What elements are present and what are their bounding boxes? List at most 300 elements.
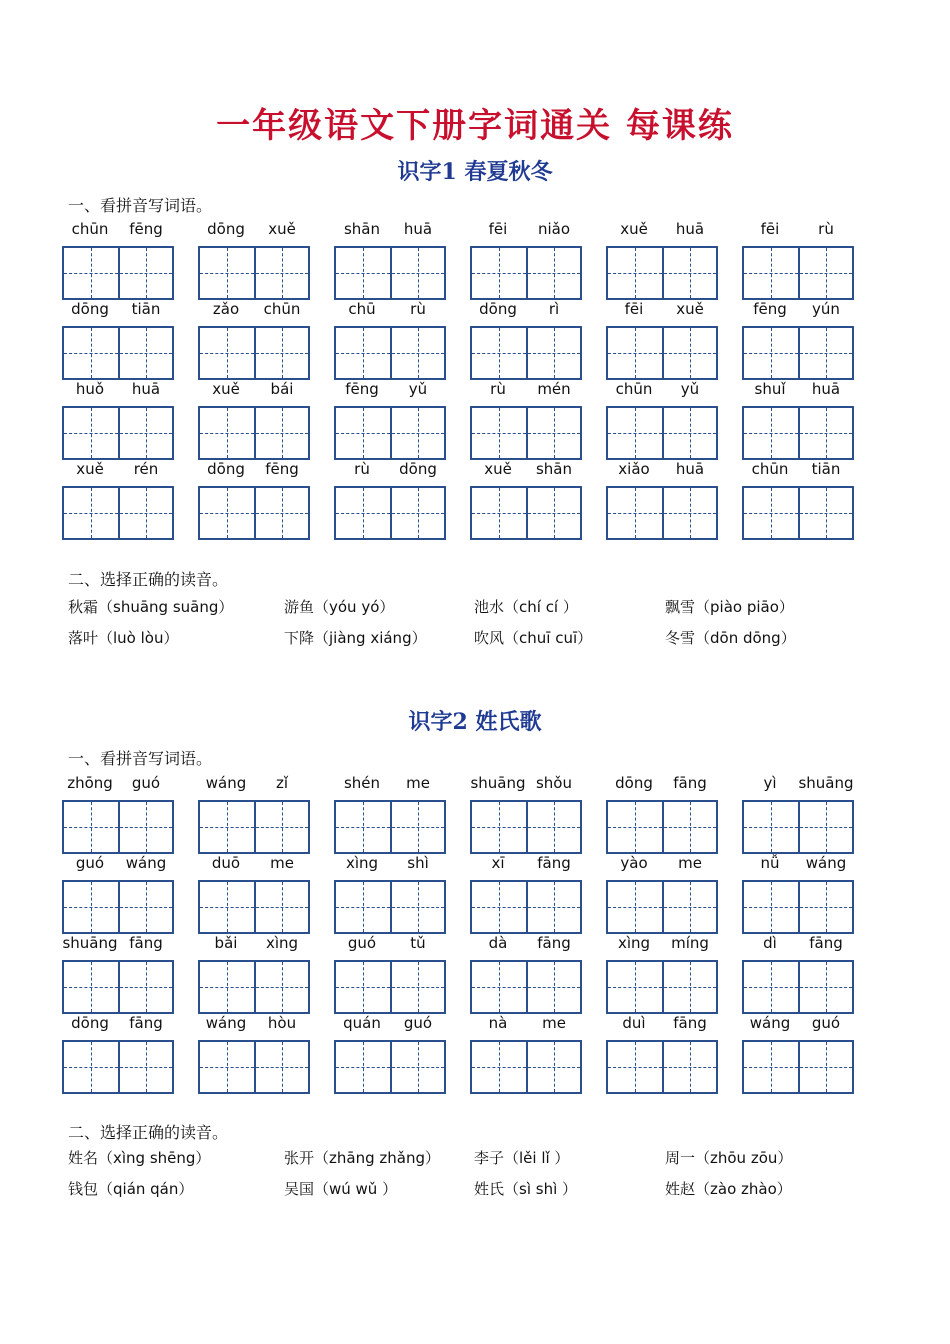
writing-box-pair[interactable] bbox=[606, 406, 718, 460]
tianzige-box[interactable] bbox=[200, 488, 254, 538]
word-item bbox=[62, 380, 174, 460]
pinyin-syllable: bái bbox=[270, 380, 294, 398]
pinyin-syllable: me bbox=[542, 1014, 566, 1032]
word-item bbox=[334, 774, 446, 854]
pinyin-label bbox=[742, 460, 854, 482]
tianzige-box[interactable] bbox=[662, 1042, 716, 1092]
writing-box-pair[interactable] bbox=[606, 800, 718, 854]
tianzige-box[interactable] bbox=[662, 882, 716, 932]
pinyin-syllable: huā bbox=[403, 220, 433, 238]
pinyin-syllable: zǎo bbox=[212, 300, 240, 318]
tianzige-box[interactable] bbox=[608, 488, 662, 538]
pinyin-syllable: yì bbox=[763, 774, 777, 792]
pinyin-label bbox=[334, 460, 446, 482]
writing-box-pair[interactable] bbox=[198, 880, 310, 934]
tianzige-box[interactable] bbox=[64, 1042, 118, 1092]
pinyin-syllable: guó bbox=[811, 1014, 841, 1032]
tianzige-box[interactable] bbox=[390, 1042, 444, 1092]
tianzige-box[interactable] bbox=[254, 248, 308, 298]
tianzige-box[interactable] bbox=[118, 328, 172, 378]
tianzige-box[interactable] bbox=[118, 488, 172, 538]
tianzige-box[interactable] bbox=[254, 882, 308, 932]
tianzige-box[interactable] bbox=[662, 962, 716, 1012]
tianzige-box[interactable] bbox=[118, 248, 172, 298]
pinyin-syllable: fāng bbox=[129, 934, 163, 952]
pinyin-label bbox=[198, 854, 310, 876]
writing-box-pair[interactable] bbox=[62, 326, 174, 380]
tianzige-box[interactable] bbox=[472, 408, 526, 458]
tianzige-box[interactable] bbox=[336, 328, 390, 378]
tianzige-box[interactable] bbox=[744, 488, 798, 538]
pinyin-syllable: shǒu bbox=[535, 774, 572, 792]
pinyin-label bbox=[742, 774, 854, 796]
tianzige-box[interactable] bbox=[200, 328, 254, 378]
pinyin-syllable: yǔ bbox=[408, 380, 428, 398]
word-row bbox=[62, 854, 862, 934]
writing-box-pair[interactable] bbox=[334, 486, 446, 540]
word-item bbox=[334, 220, 446, 300]
tianzige-box[interactable] bbox=[472, 1042, 526, 1092]
pinyin-label bbox=[198, 300, 310, 322]
word-item bbox=[470, 220, 582, 300]
word-item bbox=[470, 460, 582, 540]
writing-box-pair[interactable] bbox=[742, 960, 854, 1014]
writing-box-pair[interactable] bbox=[606, 960, 718, 1014]
tianzige-box[interactable] bbox=[662, 802, 716, 852]
writing-box-pair[interactable] bbox=[606, 486, 718, 540]
pinyin-syllable: niǎo bbox=[537, 220, 571, 238]
pinyin-syllable: xī bbox=[491, 854, 505, 872]
pinyin-syllable: chūn bbox=[71, 220, 109, 238]
tianzige-box[interactable] bbox=[118, 802, 172, 852]
pinyin-syllable: fēi bbox=[624, 300, 644, 318]
word-item bbox=[62, 774, 174, 854]
tianzige-box[interactable] bbox=[254, 802, 308, 852]
pinyin-syllable: rén bbox=[133, 460, 159, 478]
pronunciation-choice[interactable]: 落叶（luò lòu） bbox=[68, 629, 179, 647]
pinyin-syllable: wáng bbox=[125, 854, 167, 872]
tianzige-box[interactable] bbox=[798, 408, 852, 458]
word-item bbox=[742, 854, 854, 934]
tianzige-box[interactable] bbox=[798, 962, 852, 1012]
pinyin-syllable: nà bbox=[488, 1014, 508, 1032]
writing-box-pair[interactable] bbox=[742, 800, 854, 854]
writing-box-pair[interactable] bbox=[62, 246, 174, 300]
writing-box-pair[interactable] bbox=[606, 1040, 718, 1094]
tianzige-box[interactable] bbox=[526, 248, 580, 298]
pinyin-syllable: chūn bbox=[751, 460, 789, 478]
pinyin-syllable: dōng bbox=[399, 460, 437, 478]
pinyin-syllable: xuě bbox=[268, 220, 296, 238]
writing-box-pair[interactable] bbox=[742, 406, 854, 460]
word-row bbox=[62, 220, 862, 300]
pinyin-syllable: fāng bbox=[673, 774, 707, 792]
tianzige-box[interactable] bbox=[526, 488, 580, 538]
word-row bbox=[62, 1014, 862, 1094]
pinyin-label bbox=[470, 774, 582, 796]
word-item bbox=[606, 220, 718, 300]
pinyin-syllable: dōng bbox=[71, 300, 109, 318]
tianzige-box[interactable] bbox=[472, 802, 526, 852]
pinyin-syllable: xìng bbox=[345, 854, 379, 872]
tianzige-box[interactable] bbox=[200, 408, 254, 458]
pinyin-label bbox=[606, 774, 718, 796]
lesson-1-choices bbox=[68, 596, 888, 658]
writing-box-pair[interactable] bbox=[62, 486, 174, 540]
writing-box-pair[interactable] bbox=[334, 326, 446, 380]
tianzige-box[interactable] bbox=[336, 248, 390, 298]
pinyin-syllable: nǚ bbox=[760, 854, 780, 872]
word-item bbox=[742, 1014, 854, 1094]
word-row bbox=[62, 300, 862, 380]
writing-box-pair[interactable] bbox=[198, 1040, 310, 1094]
pronunciation-choice[interactable]: 姓赵（zào zhào） bbox=[665, 1180, 792, 1198]
tianzige-box[interactable] bbox=[662, 408, 716, 458]
writing-box-pair[interactable] bbox=[470, 800, 582, 854]
tianzige-box[interactable] bbox=[336, 962, 390, 1012]
pinyin-label bbox=[606, 380, 718, 402]
pinyin-syllable: huā bbox=[675, 220, 705, 238]
page-title: 一年级语文下册字词通关 每课练 bbox=[216, 106, 734, 146]
tianzige-box[interactable] bbox=[744, 882, 798, 932]
word-item bbox=[62, 934, 174, 1014]
tianzige-box[interactable] bbox=[254, 488, 308, 538]
tianzige-box[interactable] bbox=[798, 488, 852, 538]
tianzige-box[interactable] bbox=[798, 802, 852, 852]
word-item bbox=[198, 220, 310, 300]
writing-box-pair[interactable] bbox=[606, 326, 718, 380]
tianzige-box[interactable] bbox=[744, 248, 798, 298]
tianzige-box[interactable] bbox=[254, 1042, 308, 1092]
choice-row bbox=[68, 1147, 888, 1178]
tianzige-box[interactable] bbox=[744, 1042, 798, 1092]
lesson-1-write-heading: 一、看拼音写词语。 bbox=[68, 196, 213, 215]
pinyin-syllable: míng bbox=[671, 934, 709, 952]
word-item bbox=[198, 774, 310, 854]
writing-box-pair[interactable] bbox=[334, 246, 446, 300]
tianzige-box[interactable] bbox=[200, 802, 254, 852]
pronunciation-choice[interactable]: 姓氏（sì shì ） bbox=[474, 1180, 578, 1198]
pinyin-label bbox=[470, 460, 582, 482]
tianzige-box[interactable] bbox=[200, 248, 254, 298]
tianzige-box[interactable] bbox=[336, 1042, 390, 1092]
pinyin-syllable: xiǎo bbox=[618, 460, 650, 478]
tianzige-box[interactable] bbox=[744, 408, 798, 458]
pinyin-syllable: fāng bbox=[809, 934, 843, 952]
writing-box-pair[interactable] bbox=[470, 326, 582, 380]
pinyin-syllable: hòu bbox=[267, 1014, 297, 1032]
writing-box-pair[interactable] bbox=[334, 1040, 446, 1094]
tianzige-box[interactable] bbox=[390, 408, 444, 458]
pinyin-syllable: bǎi bbox=[214, 934, 238, 952]
tianzige-box[interactable] bbox=[200, 882, 254, 932]
tianzige-box[interactable] bbox=[254, 408, 308, 458]
word-item bbox=[62, 460, 174, 540]
pinyin-label bbox=[334, 300, 446, 322]
word-item bbox=[470, 1014, 582, 1094]
pinyin-syllable: rù bbox=[490, 380, 506, 398]
tianzige-box[interactable] bbox=[662, 328, 716, 378]
pinyin-syllable: rù bbox=[410, 300, 426, 318]
pinyin-label bbox=[606, 934, 718, 956]
tianzige-box[interactable] bbox=[64, 488, 118, 538]
pinyin-label bbox=[606, 220, 718, 242]
word-item bbox=[62, 220, 174, 300]
pronunciation-choice[interactable]: 冬雪（dōn dōng） bbox=[665, 629, 796, 647]
tianzige-box[interactable] bbox=[798, 882, 852, 932]
word-row bbox=[62, 460, 862, 540]
tianzige-box[interactable] bbox=[336, 488, 390, 538]
pinyin-label bbox=[470, 380, 582, 402]
tianzige-box[interactable] bbox=[472, 962, 526, 1012]
writing-box-pair[interactable] bbox=[742, 486, 854, 540]
word-row bbox=[62, 774, 862, 854]
tianzige-box[interactable] bbox=[118, 882, 172, 932]
tianzige-box[interactable] bbox=[64, 248, 118, 298]
tianzige-box[interactable] bbox=[64, 882, 118, 932]
tianzige-box[interactable] bbox=[608, 408, 662, 458]
tianzige-box[interactable] bbox=[390, 248, 444, 298]
pinyin-syllable: duì bbox=[622, 1014, 646, 1032]
writing-box-pair[interactable] bbox=[198, 326, 310, 380]
writing-box-pair[interactable] bbox=[62, 406, 174, 460]
pinyin-syllable: dì bbox=[763, 934, 777, 952]
writing-box-pair[interactable] bbox=[606, 246, 718, 300]
pronunciation-choice[interactable]: 吴国（wú wǔ ） bbox=[284, 1180, 398, 1198]
writing-box-pair[interactable] bbox=[334, 406, 446, 460]
pinyin-label bbox=[62, 1014, 174, 1036]
word-item bbox=[198, 934, 310, 1014]
tianzige-box[interactable] bbox=[472, 882, 526, 932]
pronunciation-choice[interactable]: 秋霜（shuāng suāng） bbox=[68, 598, 234, 616]
writing-box-pair[interactable] bbox=[470, 406, 582, 460]
writing-box-pair[interactable] bbox=[334, 960, 446, 1014]
pinyin-syllable: xuě bbox=[76, 460, 104, 478]
pinyin-syllable: fāng bbox=[537, 854, 571, 872]
tianzige-box[interactable] bbox=[118, 962, 172, 1012]
writing-box-pair[interactable] bbox=[742, 1040, 854, 1094]
pronunciation-choice[interactable]: 池水（chí cí ） bbox=[474, 598, 578, 616]
tianzige-box[interactable] bbox=[336, 882, 390, 932]
tianzige-box[interactable] bbox=[200, 962, 254, 1012]
pinyin-label bbox=[198, 380, 310, 402]
lesson-1-word-grid bbox=[62, 220, 862, 540]
pinyin-syllable: shuāng bbox=[62, 934, 118, 952]
tianzige-box[interactable] bbox=[744, 802, 798, 852]
pinyin-syllable: tiān bbox=[131, 300, 161, 318]
tianzige-box[interactable] bbox=[254, 962, 308, 1012]
pronunciation-choice[interactable]: 李子（lěi lǐ ） bbox=[474, 1149, 570, 1167]
tianzige-box[interactable] bbox=[526, 408, 580, 458]
tianzige-box[interactable] bbox=[662, 488, 716, 538]
tianzige-box[interactable] bbox=[744, 962, 798, 1012]
writing-box-pair[interactable] bbox=[62, 800, 174, 854]
writing-box-pair[interactable] bbox=[62, 880, 174, 934]
lesson-2-write-heading: 一、看拼音写词语。 bbox=[68, 749, 213, 768]
pronunciation-choice[interactable]: 钱包（qián qán） bbox=[68, 1180, 194, 1198]
tianzige-box[interactable] bbox=[390, 328, 444, 378]
pronunciation-choice[interactable]: 游鱼（yóu yó） bbox=[284, 598, 395, 616]
word-item bbox=[470, 380, 582, 460]
pinyin-syllable: fāng bbox=[129, 1014, 163, 1032]
tianzige-box[interactable] bbox=[64, 802, 118, 852]
tianzige-box[interactable] bbox=[526, 1042, 580, 1092]
pinyin-syllable: guó bbox=[347, 934, 377, 952]
tianzige-box[interactable] bbox=[336, 408, 390, 458]
pinyin-syllable: shì bbox=[407, 854, 429, 872]
tianzige-box[interactable] bbox=[390, 962, 444, 1012]
pinyin-label bbox=[334, 774, 446, 796]
lesson-2-choose-heading: 二、选择正确的读音。 bbox=[68, 1123, 229, 1142]
tianzige-box[interactable] bbox=[64, 408, 118, 458]
writing-box-pair[interactable] bbox=[470, 246, 582, 300]
pinyin-label bbox=[334, 380, 446, 402]
lesson-1-choose-heading: 二、选择正确的读音。 bbox=[68, 570, 229, 589]
tianzige-box[interactable] bbox=[200, 1042, 254, 1092]
pinyin-syllable: huǒ bbox=[75, 380, 105, 398]
writing-box-pair[interactable] bbox=[334, 800, 446, 854]
pronunciation-choice[interactable]: 周一（zhōu zōu） bbox=[665, 1149, 793, 1167]
pronunciation-choice[interactable]: 下降（jiàng xiáng） bbox=[284, 629, 427, 647]
pinyin-label bbox=[470, 1014, 582, 1036]
word-item bbox=[742, 300, 854, 380]
pinyin-syllable: quán bbox=[343, 1014, 381, 1032]
pinyin-syllable: zhōng bbox=[67, 774, 113, 792]
tianzige-box[interactable] bbox=[526, 962, 580, 1012]
writing-box-pair[interactable] bbox=[198, 486, 310, 540]
pinyin-syllable: tǔ bbox=[410, 934, 426, 952]
pinyin-syllable: huā bbox=[811, 380, 841, 398]
writing-box-pair[interactable] bbox=[470, 1040, 582, 1094]
pinyin-label bbox=[470, 854, 582, 876]
pinyin-syllable: guó bbox=[403, 1014, 433, 1032]
pinyin-syllable: rì bbox=[548, 300, 560, 318]
choice-row bbox=[68, 1178, 888, 1209]
writing-box-pair[interactable] bbox=[334, 880, 446, 934]
writing-box-pair[interactable] bbox=[198, 960, 310, 1014]
pinyin-syllable: mén bbox=[537, 380, 571, 398]
pinyin-label bbox=[742, 220, 854, 242]
pinyin-syllable: wáng bbox=[205, 774, 247, 792]
writing-box-pair[interactable] bbox=[742, 880, 854, 934]
word-item bbox=[198, 380, 310, 460]
pinyin-label bbox=[470, 300, 582, 322]
writing-box-pair[interactable] bbox=[198, 800, 310, 854]
word-item bbox=[198, 300, 310, 380]
tianzige-box[interactable] bbox=[472, 488, 526, 538]
tianzige-box[interactable] bbox=[254, 328, 308, 378]
writing-box-pair[interactable] bbox=[62, 1040, 174, 1094]
pinyin-label bbox=[470, 934, 582, 956]
writing-box-pair[interactable] bbox=[62, 960, 174, 1014]
pinyin-syllable: chūn bbox=[263, 300, 301, 318]
writing-box-pair[interactable] bbox=[470, 880, 582, 934]
pinyin-syllable: shuāng bbox=[798, 774, 854, 792]
tianzige-box[interactable] bbox=[608, 328, 662, 378]
pronunciation-choice[interactable]: 姓名（xìng shēng） bbox=[68, 1149, 211, 1167]
tianzige-box[interactable] bbox=[526, 802, 580, 852]
word-item bbox=[742, 220, 854, 300]
tianzige-box[interactable] bbox=[608, 248, 662, 298]
tianzige-box[interactable] bbox=[608, 1042, 662, 1092]
pinyin-syllable: dōng bbox=[207, 220, 245, 238]
tianzige-box[interactable] bbox=[526, 328, 580, 378]
tianzige-box[interactable] bbox=[662, 248, 716, 298]
tianzige-box[interactable] bbox=[526, 882, 580, 932]
tianzige-box[interactable] bbox=[390, 802, 444, 852]
word-item bbox=[334, 854, 446, 934]
word-item bbox=[198, 460, 310, 540]
tianzige-box[interactable] bbox=[608, 882, 662, 932]
pinyin-syllable: xuě bbox=[676, 300, 704, 318]
pinyin-label bbox=[606, 1014, 718, 1036]
tianzige-box[interactable] bbox=[744, 328, 798, 378]
tianzige-box[interactable] bbox=[798, 1042, 852, 1092]
writing-box-pair[interactable] bbox=[198, 246, 310, 300]
tianzige-box[interactable] bbox=[608, 802, 662, 852]
pinyin-syllable: wáng bbox=[805, 854, 847, 872]
tianzige-box[interactable] bbox=[798, 248, 852, 298]
pinyin-syllable: xuě bbox=[484, 460, 512, 478]
word-item bbox=[742, 460, 854, 540]
tianzige-box[interactable] bbox=[118, 1042, 172, 1092]
tianzige-box[interactable] bbox=[798, 328, 852, 378]
word-item bbox=[198, 854, 310, 934]
writing-box-pair[interactable] bbox=[198, 406, 310, 460]
tianzige-box[interactable] bbox=[390, 488, 444, 538]
pinyin-syllable: xuě bbox=[212, 380, 240, 398]
tianzige-box[interactable] bbox=[472, 248, 526, 298]
pinyin-label bbox=[334, 854, 446, 876]
pronunciation-choice[interactable]: 张开（zhāng zhǎng） bbox=[284, 1149, 440, 1167]
pinyin-syllable: wáng bbox=[205, 1014, 247, 1032]
pinyin-syllable: fēng bbox=[345, 380, 379, 398]
word-item bbox=[470, 854, 582, 934]
pinyin-syllable: rù bbox=[354, 460, 370, 478]
tianzige-box[interactable] bbox=[64, 962, 118, 1012]
word-item bbox=[606, 854, 718, 934]
writing-box-pair[interactable] bbox=[606, 880, 718, 934]
pronunciation-choice[interactable]: 吹风（chuī cuī） bbox=[474, 629, 593, 647]
pronunciation-choice[interactable]: 飘雪（piào piāo） bbox=[665, 598, 794, 616]
word-item bbox=[606, 774, 718, 854]
pinyin-label bbox=[62, 380, 174, 402]
tianzige-box[interactable] bbox=[64, 328, 118, 378]
word-item bbox=[62, 1014, 174, 1094]
word-item bbox=[334, 934, 446, 1014]
writing-box-pair[interactable] bbox=[470, 486, 582, 540]
writing-box-pair[interactable] bbox=[742, 326, 854, 380]
writing-box-pair[interactable] bbox=[742, 246, 854, 300]
pinyin-syllable: fāng bbox=[537, 934, 571, 952]
tianzige-box[interactable] bbox=[336, 802, 390, 852]
pinyin-label bbox=[334, 934, 446, 956]
choice-row bbox=[68, 627, 888, 658]
pinyin-label bbox=[742, 854, 854, 876]
writing-box-pair[interactable] bbox=[470, 960, 582, 1014]
pinyin-syllable: guó bbox=[75, 854, 105, 872]
tianzige-box[interactable] bbox=[608, 962, 662, 1012]
tianzige-box[interactable] bbox=[472, 328, 526, 378]
tianzige-box[interactable] bbox=[390, 882, 444, 932]
tianzige-box[interactable] bbox=[118, 408, 172, 458]
pinyin-syllable: fēi bbox=[488, 220, 508, 238]
pinyin-label bbox=[606, 854, 718, 876]
word-item bbox=[334, 460, 446, 540]
pinyin-syllable: yào bbox=[620, 854, 648, 872]
pinyin-syllable: yún bbox=[812, 300, 840, 318]
pinyin-syllable: fēng bbox=[129, 220, 163, 238]
